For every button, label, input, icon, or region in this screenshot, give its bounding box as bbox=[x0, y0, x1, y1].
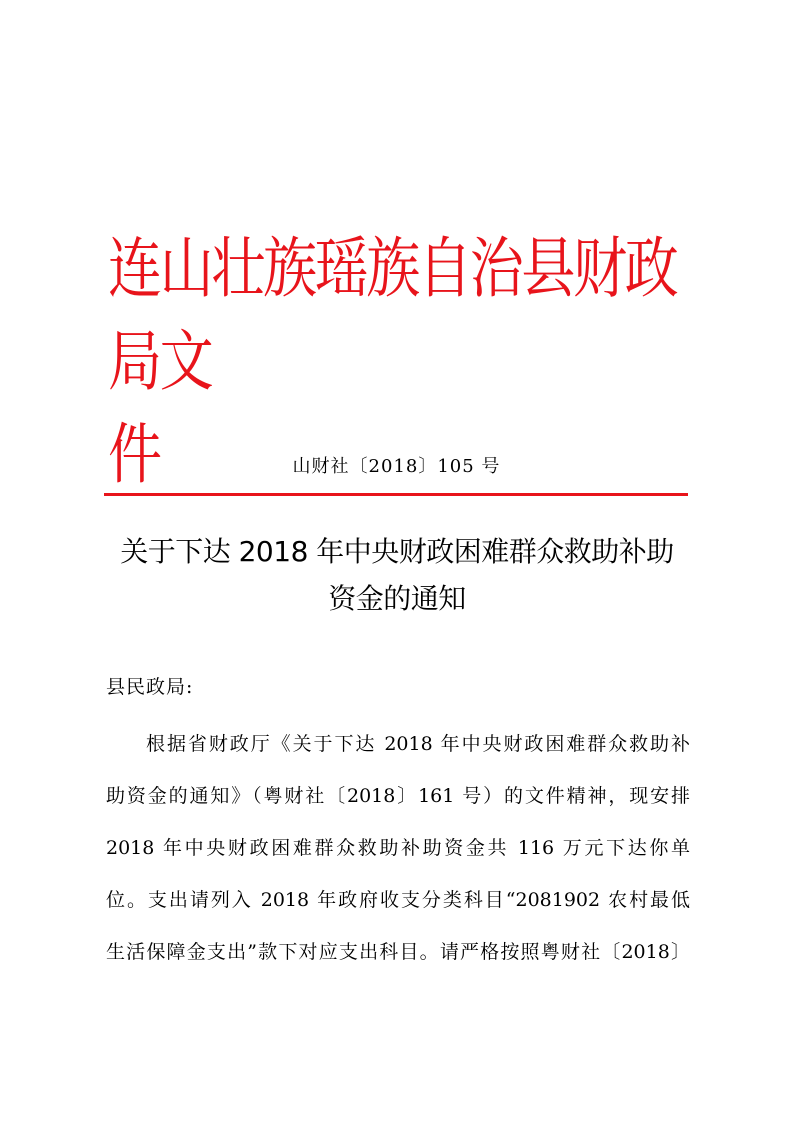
notice-title-line-1: 关于下达 2018 年中央财政困难群众救助补助 bbox=[120, 535, 674, 568]
addressee: 县民政局: bbox=[106, 676, 194, 698]
document-number: 山财社〔2018〕105 号 bbox=[292, 456, 501, 477]
issuer-header-line-2: 件 bbox=[108, 416, 160, 493]
red-divider bbox=[104, 493, 688, 496]
notice-title-line-2: 资金的通知 bbox=[328, 582, 466, 615]
body-line-5: 生活保障金支出”款下对应支出科目。请严格按照粤财社〔2018〕 bbox=[106, 941, 690, 963]
body-line-3: 2018 年中央财政困难群众救助补助资金共 116 万元下达你单 bbox=[106, 837, 690, 859]
body-line-2: 助资金的通知》（粤财社〔2018〕161 号）的文件精神，现安排 bbox=[106, 785, 690, 807]
body-line-4: 位。支出请列入 2018 年政府收支分类科目“2081902 农村最低 bbox=[106, 889, 690, 911]
issuer-header-line-1: 连山壮族瑶族自治县财政局文 bbox=[108, 230, 677, 400]
notice-title bbox=[104, 528, 690, 622]
body-text bbox=[106, 718, 690, 978]
body-line-1: 根据省财政厅《关于下达 2018 年中央财政困难群众救助补 bbox=[146, 733, 690, 755]
